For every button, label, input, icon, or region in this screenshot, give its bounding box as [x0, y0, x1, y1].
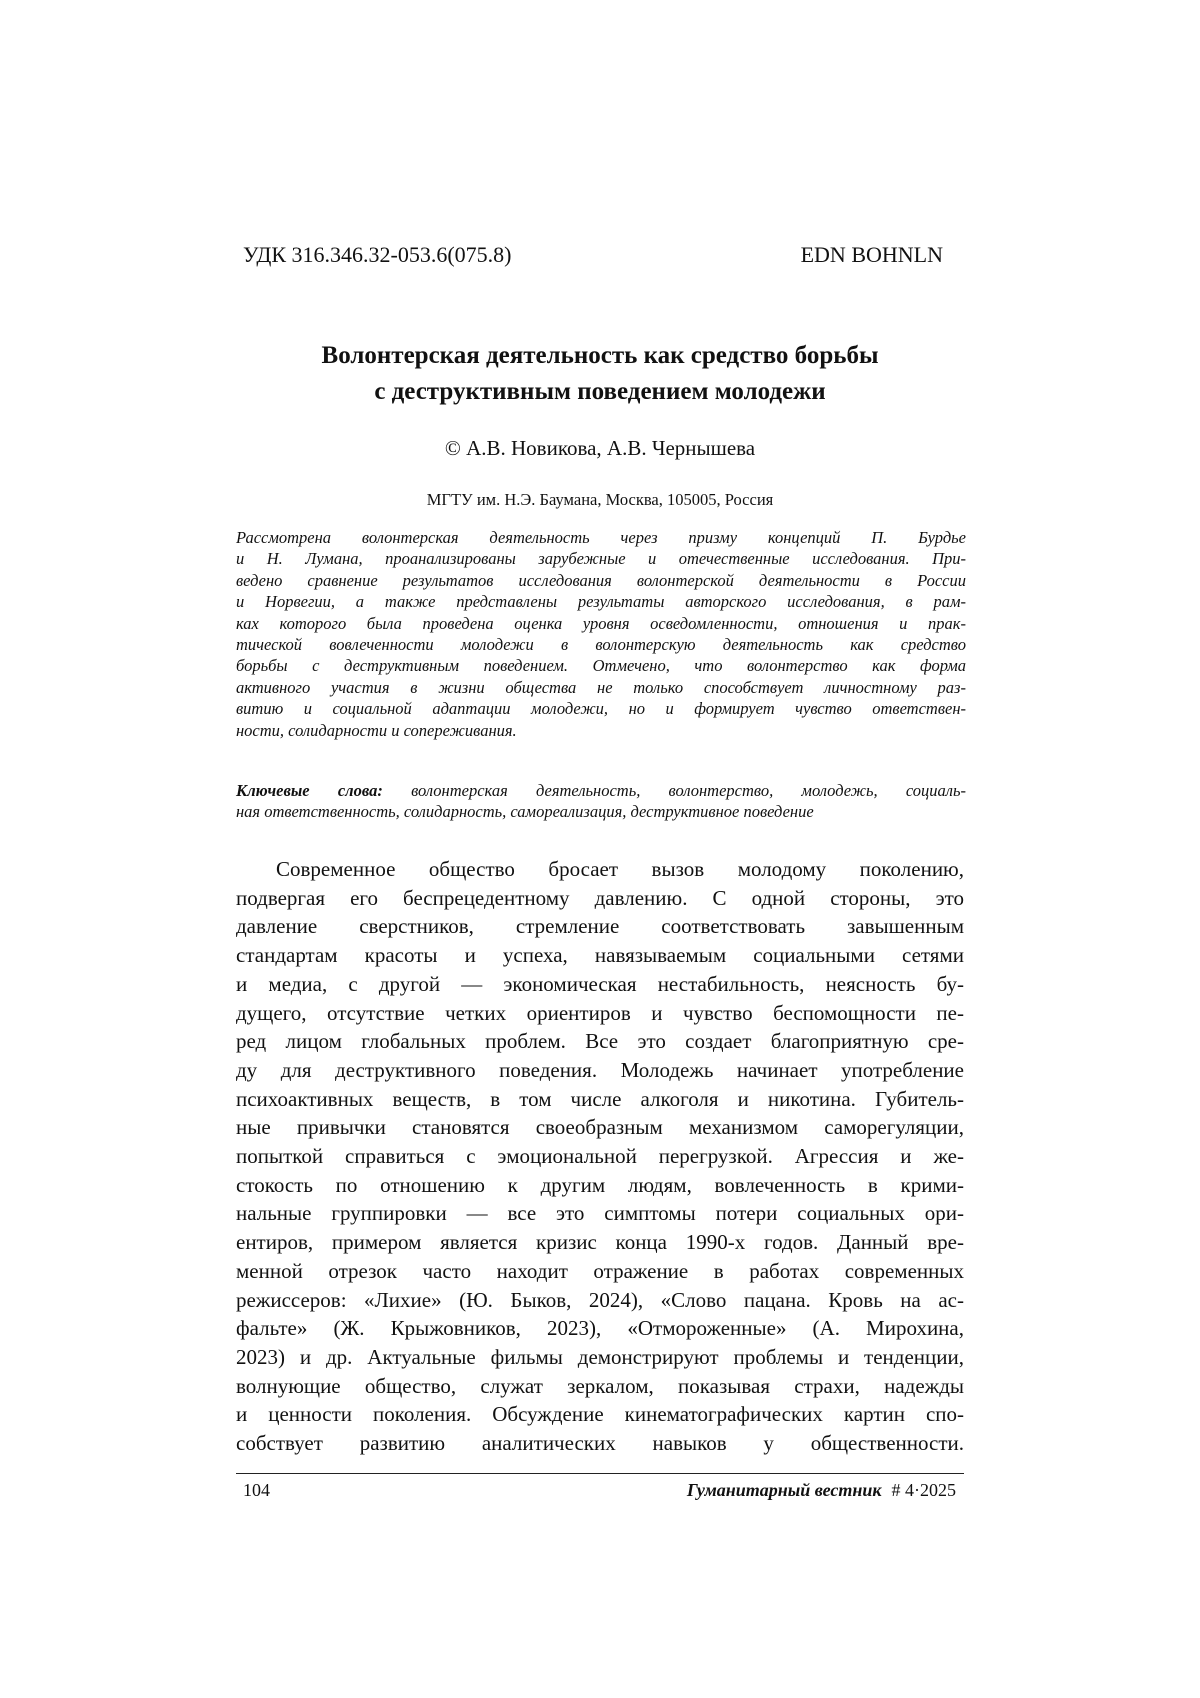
abstract-line: борьбы с деструктивным поведением. Отмечено, что волонтерство как форма: [236, 656, 966, 676]
journal-info: [687, 1480, 956, 1501]
body-line: стокость по отношению к другим людям, вовлеченность в крими-: [236, 1172, 964, 1197]
abstract-line: ведено сравнение результатов исследования волонтерской деятельности в России: [236, 570, 966, 590]
body-line: Современное общество бросает вызов молодому поколению,: [276, 857, 964, 881]
footer-rule: [236, 1473, 964, 1474]
abstract-line: и Норвегии, а также представлены результаты авторского исследования, в рам-: [236, 592, 966, 612]
article-title: [0, 338, 1200, 410]
abstract-line: ках которого была проведена оценка уровня осведомленности, отношения и прак-: [236, 613, 966, 633]
body-line: психоактивных веществ, в том числе алкоголя и никотина. Губитель-: [236, 1086, 964, 1111]
keywords-label: Ключевые слова:: [236, 781, 383, 800]
abstract-line: витию и социальной адаптации молодежи, но и формирует чувство ответствен-: [236, 699, 966, 719]
body-line: попыткой справиться с эмоциональной перегрузкой. Агрессия и же-: [236, 1144, 964, 1169]
abstract-line: Рассмотрена волонтерская деятельность через призму концепций П. Бурдье: [236, 528, 966, 547]
body-line: и медиа, с другой — экономическая нестабильность, неясность бу-: [236, 971, 964, 996]
abstract: [236, 527, 966, 741]
keywords-text-1: волонтерская деятельность, волонтерство, молодежь, социаль-: [382, 781, 966, 800]
keywords-line-1: [236, 780, 966, 801]
body-line: ред лицом глобальных проблем. Все это создает благоприятную сре-: [236, 1029, 964, 1054]
title-line-1: Волонтерская деятельность как средство борьбы: [321, 342, 879, 369]
body-line: давление сверстников, стремление соответствовать завышенным: [236, 914, 964, 939]
keywords-line-2: ная ответственность, солидарность, самореализация, деструктивное поведение: [236, 802, 814, 822]
abstract-line: активного участия в жизни общества не только способствует личностному раз-: [236, 677, 966, 697]
article-meta-row: [243, 242, 943, 268]
authors: © А.В. Новикова, А.В. Чернышева: [444, 436, 756, 460]
abstract-line: тической вовлеченности молодежи в волонтерскую деятельность как средство: [236, 635, 966, 655]
body-line: ентиров, примером является кризис конца 1990-х годов. Данный вре-: [236, 1230, 964, 1255]
body-line: и ценности поколения. Обсуждение кинематографических картин спо-: [236, 1402, 964, 1427]
title-line-2: с деструктивным поведением молодежи: [374, 378, 826, 405]
body-line: дущего, отсутствие четких ориентиров и чувство беспомощности пе-: [236, 1000, 964, 1025]
page-number: 104: [243, 1480, 270, 1500]
body-line: собствует развитию аналитических навыков у общественности.: [236, 1431, 964, 1456]
body-line: 2023) и др. Актуальные фильмы демонстрируют проблемы и тенденции,: [236, 1344, 964, 1369]
affiliation: МГТУ им. Н.Э. Баумана, Москва, 105005, Россия: [426, 490, 774, 509]
body-line: подвергая его беспрецедентному давлению. С одной стороны, это: [236, 885, 964, 910]
abstract-line: и Н. Лумана, проанализированы зарубежные и отечественные исследования. При-: [236, 549, 966, 569]
body-line: ду для деструктивного поведения. Молодежь начинает употребление: [236, 1057, 964, 1082]
journal-name: Гуманитарный вестник: [686, 1480, 882, 1500]
body-line: фальте» (Ж. Крыжовников, 2023), «Отмороженные» (А. Мирохина,: [236, 1316, 964, 1341]
udk-code: УДК 316.346.32-053.6(075.8): [243, 242, 512, 267]
body-paragraph: [236, 855, 964, 1458]
keywords: [236, 780, 966, 823]
body-line: ные привычки становятся своеобразным механизмом саморегуляции,: [236, 1115, 964, 1140]
body-line: нальные группировки — все это симптомы потери социальных ори-: [236, 1201, 964, 1226]
abstract-line: ности, солидарности и сопереживания.: [236, 720, 517, 740]
body-line: менной отрезок часто находит отражение в работах современных: [236, 1258, 964, 1283]
body-line: волнующие общество, служат зеркалом, показывая страхи, надежды: [236, 1373, 964, 1398]
body-line: стандартам красоты и успеха, навязываемым социальными сетями: [236, 943, 964, 968]
journal-issue: # 4·2025: [891, 1480, 956, 1500]
edn-code: EDN BOHNLN: [800, 242, 943, 267]
body-line: режиссеров: «Лихие» (Ю. Быков, 2024), «Слово пацана. Кровь на ас-: [236, 1287, 964, 1312]
